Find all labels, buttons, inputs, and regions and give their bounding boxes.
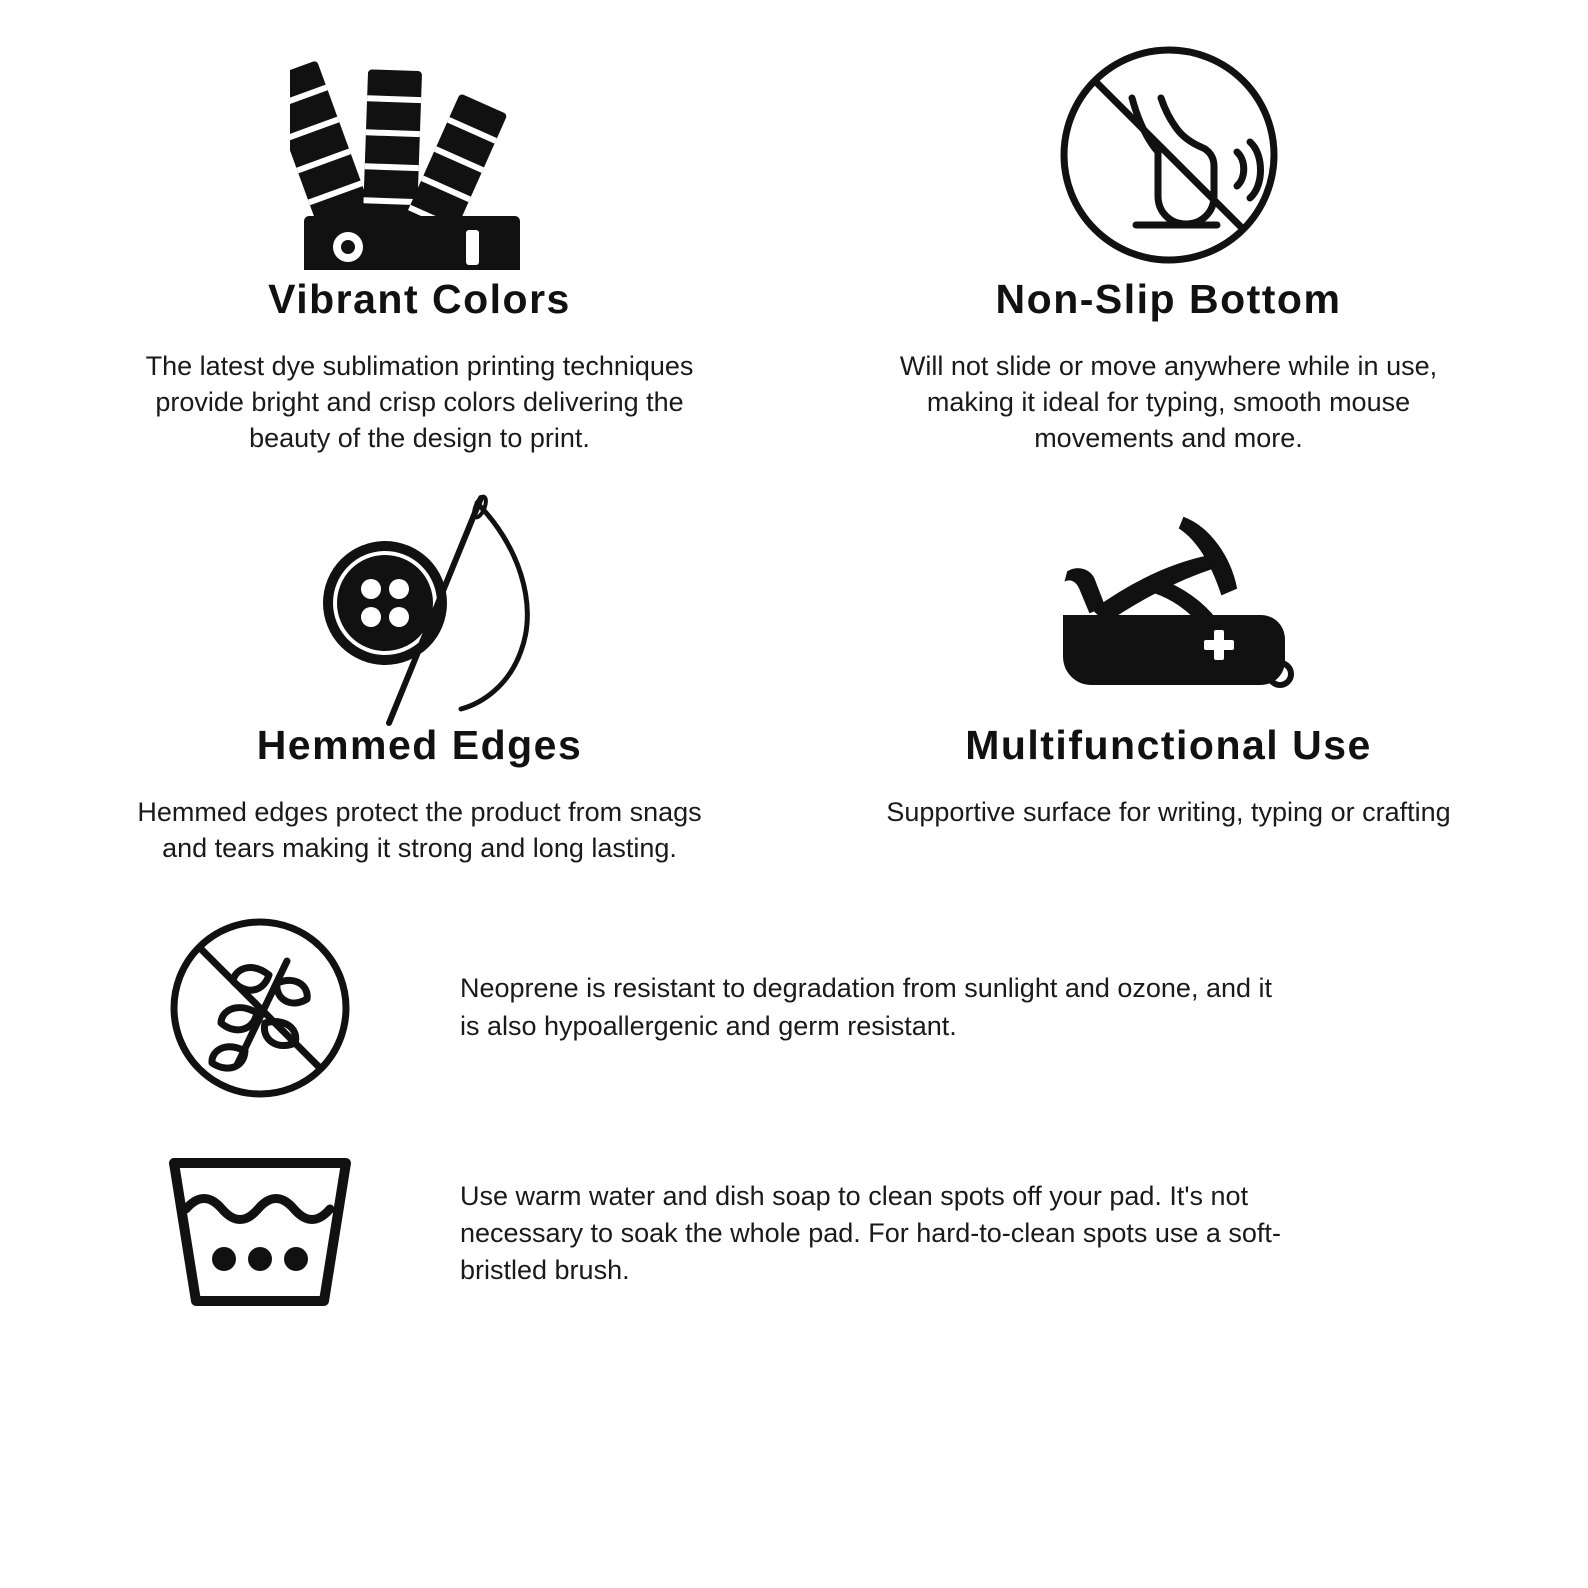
- info-row-care-instructions: [60, 1149, 1528, 1319]
- feature-description: Hemmed edges protect the product from snags and tears making it strong and long lasting.: [137, 796, 702, 863]
- button-and-needle-icon: [285, 501, 555, 716]
- feature-title: Hemmed Edges: [256, 721, 583, 768]
- info-row-text: Neoprene is resistant to degradation from sunlight and ozone, and it is also hypoallergenic and germ resistant.: [460, 973, 1273, 1041]
- info-row-hypoallergenic: [60, 913, 1528, 1103]
- feature-description: Will not slide or move anywhere while in use, making it ideal for typing, smooth mouse movements and more.: [899, 351, 1438, 453]
- swiss-army-knife-icon: [1034, 501, 1304, 716]
- color-swatch-fan-icon: [290, 40, 550, 270]
- no-allergens-plant-icon: [60, 913, 460, 1103]
- feature-title: Vibrant Colors: [268, 276, 571, 322]
- feature-description: The latest dye sublimation printing techniques provide bright and crisp colors delivering the beauty of the design to print.: [145, 351, 694, 453]
- feature-card-vibrant-colors: [60, 40, 779, 457]
- feature-grid-row-2: [60, 501, 1528, 867]
- feature-grid-row-1: [60, 40, 1528, 457]
- info-row-text: Use warm water and dish soap to clean spots off your pad. It's not necessary to soak the whole pad. For hard-to-clean spots use a soft-bristled brush.: [460, 1180, 1281, 1286]
- feature-card-hemmed-edges: [60, 501, 779, 867]
- feature-card-multifunctional-use: [809, 501, 1528, 867]
- hand-wash-basin-icon: [60, 1149, 460, 1319]
- feature-card-non-slip-bottom: [809, 40, 1528, 457]
- feature-title: Non-Slip Bottom: [995, 276, 1342, 322]
- feature-description: Supportive surface for writing, typing or crafting: [886, 796, 1451, 827]
- no-slip-hand-icon: [1054, 40, 1284, 270]
- feature-title: Multifunctional Use: [965, 721, 1372, 768]
